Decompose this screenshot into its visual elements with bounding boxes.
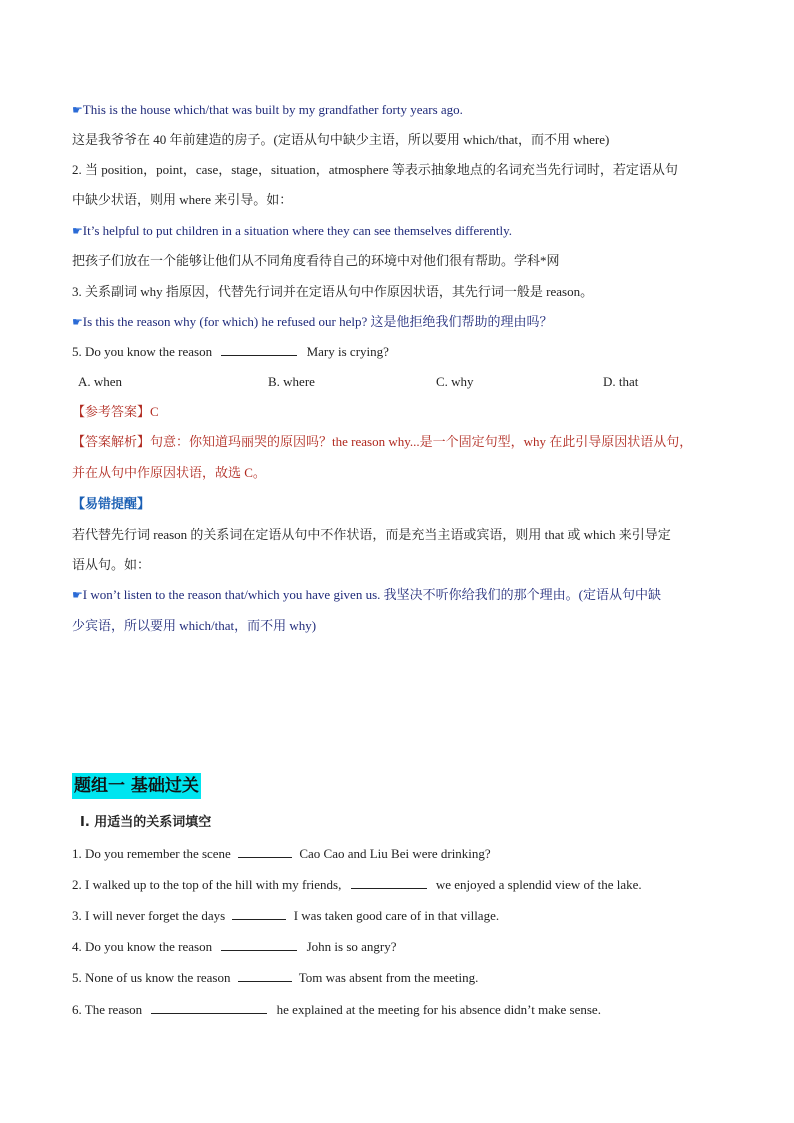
answer-blank[interactable] <box>238 969 292 982</box>
exercise-item <box>72 969 478 987</box>
exercise-4-after: John is so angry? <box>306 939 397 954</box>
exercise-item <box>72 1001 601 1019</box>
answer-blank[interactable] <box>221 938 297 951</box>
exercise-1-after: Cao Cao and Liu Bei were drinking? <box>299 846 491 861</box>
answer-label: 【参考答案】 <box>72 404 151 419</box>
option-c: C. why <box>436 374 474 389</box>
example-3-text: Is this the reason why (for which) he refused our help? 这是他拒绝我们帮助的理由吗？ <box>82 314 553 329</box>
analysis-line-2: 并在从句中作原因状语，故选 C。 <box>72 465 266 480</box>
exercise-5-before: 5. None of us know the reason <box>72 970 231 985</box>
example-4-line-1: I won’t listen to the reason that/which you have given us. 我坚决不听你给我们的那个理由。(定语从句中缺 <box>82 587 661 602</box>
analysis-text-1: 句意：你知道玛丽哭的原因吗？the reason why...是一个固定句型，why 在此引导原因状语从句， <box>150 434 693 449</box>
rule-3: 3. 关系副词 why 指原因，代替先行词并在定语从句中作原因状语，其先行词一般是 reason。 <box>72 284 594 299</box>
tip-line-2: 语从句。如： <box>72 557 151 572</box>
example-sentence-1 <box>72 101 463 119</box>
rule-2-line-1: 2. 当 position，point，case，stage，situation，atmosphere 等表示抽象地点的名词充当先行词时，若定语从句 <box>72 162 678 177</box>
option-d: D. that <box>603 374 639 389</box>
example-sentence-2 <box>72 222 512 240</box>
exercise-item <box>72 938 397 956</box>
answer-blank[interactable] <box>221 343 297 356</box>
pointing-hand-icon: ☛ <box>72 588 83 602</box>
analysis-label: 【答案解析】 <box>72 434 151 449</box>
exercise-item <box>72 907 499 925</box>
pointing-hand-icon: ☛ <box>72 315 83 329</box>
pointing-hand-icon: ☛ <box>72 103 83 117</box>
option-a: A. when <box>78 374 123 389</box>
pointing-hand-icon: ☛ <box>72 224 83 238</box>
answer-blank[interactable] <box>232 907 286 920</box>
rule-2-line-2: 中缺少状语，则用 where 来引导。如： <box>72 192 293 207</box>
exercise-3-after: I was taken good care of in that village. <box>293 908 500 923</box>
question-5-stem-before: 5. Do you know the reason <box>72 344 213 359</box>
option-b: B. where <box>268 374 315 389</box>
tip-line-1: 若代替先行词 reason 的关系词在定语从句中不作状语，而是充当主语或宾语，则用 that 或 which 来引导定 <box>72 527 671 542</box>
tip-label: 【易错提醒】 <box>72 496 151 511</box>
answer-blank[interactable] <box>151 1001 267 1014</box>
example-sentence-4 <box>72 586 661 604</box>
example-sentence-3 <box>72 313 552 331</box>
exercise-4-before: 4. Do you know the reason <box>72 939 213 954</box>
example-2-chinese: 把孩子们放在一个能够让他们从不同角度看待自己的环境中对他们很有帮助。学科*网 <box>72 253 560 268</box>
exercise-2-before: 2. I walked up to the top of the hill with my friends, <box>72 877 342 892</box>
section-title: 题组一 基础过关 <box>72 773 201 799</box>
answer-blank[interactable] <box>238 845 292 858</box>
question-5-stem-after: Mary is crying? <box>306 344 389 359</box>
example-1-chinese: 这是我爷爷在 40 年前建造的房子。(定语从句中缺少主语，所以要用 which/that，而不用 where) <box>72 132 610 147</box>
section-subtitle: I. 用适当的关系词填空 <box>80 815 212 830</box>
exercise-5-after: Tom was absent from the meeting. <box>298 970 479 985</box>
answer-blank[interactable] <box>351 876 427 889</box>
example-1-english: This is the house which/that was built by my grandfather forty years ago. <box>82 102 463 117</box>
answer-line <box>72 403 159 421</box>
exercise-6-before: 6. The reason <box>72 1002 143 1017</box>
exercise-item <box>72 845 491 863</box>
exercise-2-after: we enjoyed a splendid view of the lake. <box>435 877 642 892</box>
exercise-item <box>72 876 642 894</box>
exercise-1-before: 1. Do you remember the scene <box>72 846 231 861</box>
analysis-line-1 <box>72 433 692 451</box>
exercise-3-before: 3. I will never forget the days <box>72 908 226 923</box>
exercise-6-after: he explained at the meeting for his absence didn’t make sense. <box>276 1002 601 1017</box>
example-2-english: It’s helpful to put children in a situation where they can see themselves differently. <box>82 223 513 238</box>
example-4-line-2: 少宾语，所以要用 which/that，而不用 why) <box>72 618 317 633</box>
answer-value: C <box>150 404 159 419</box>
question-5-stem <box>72 343 389 361</box>
